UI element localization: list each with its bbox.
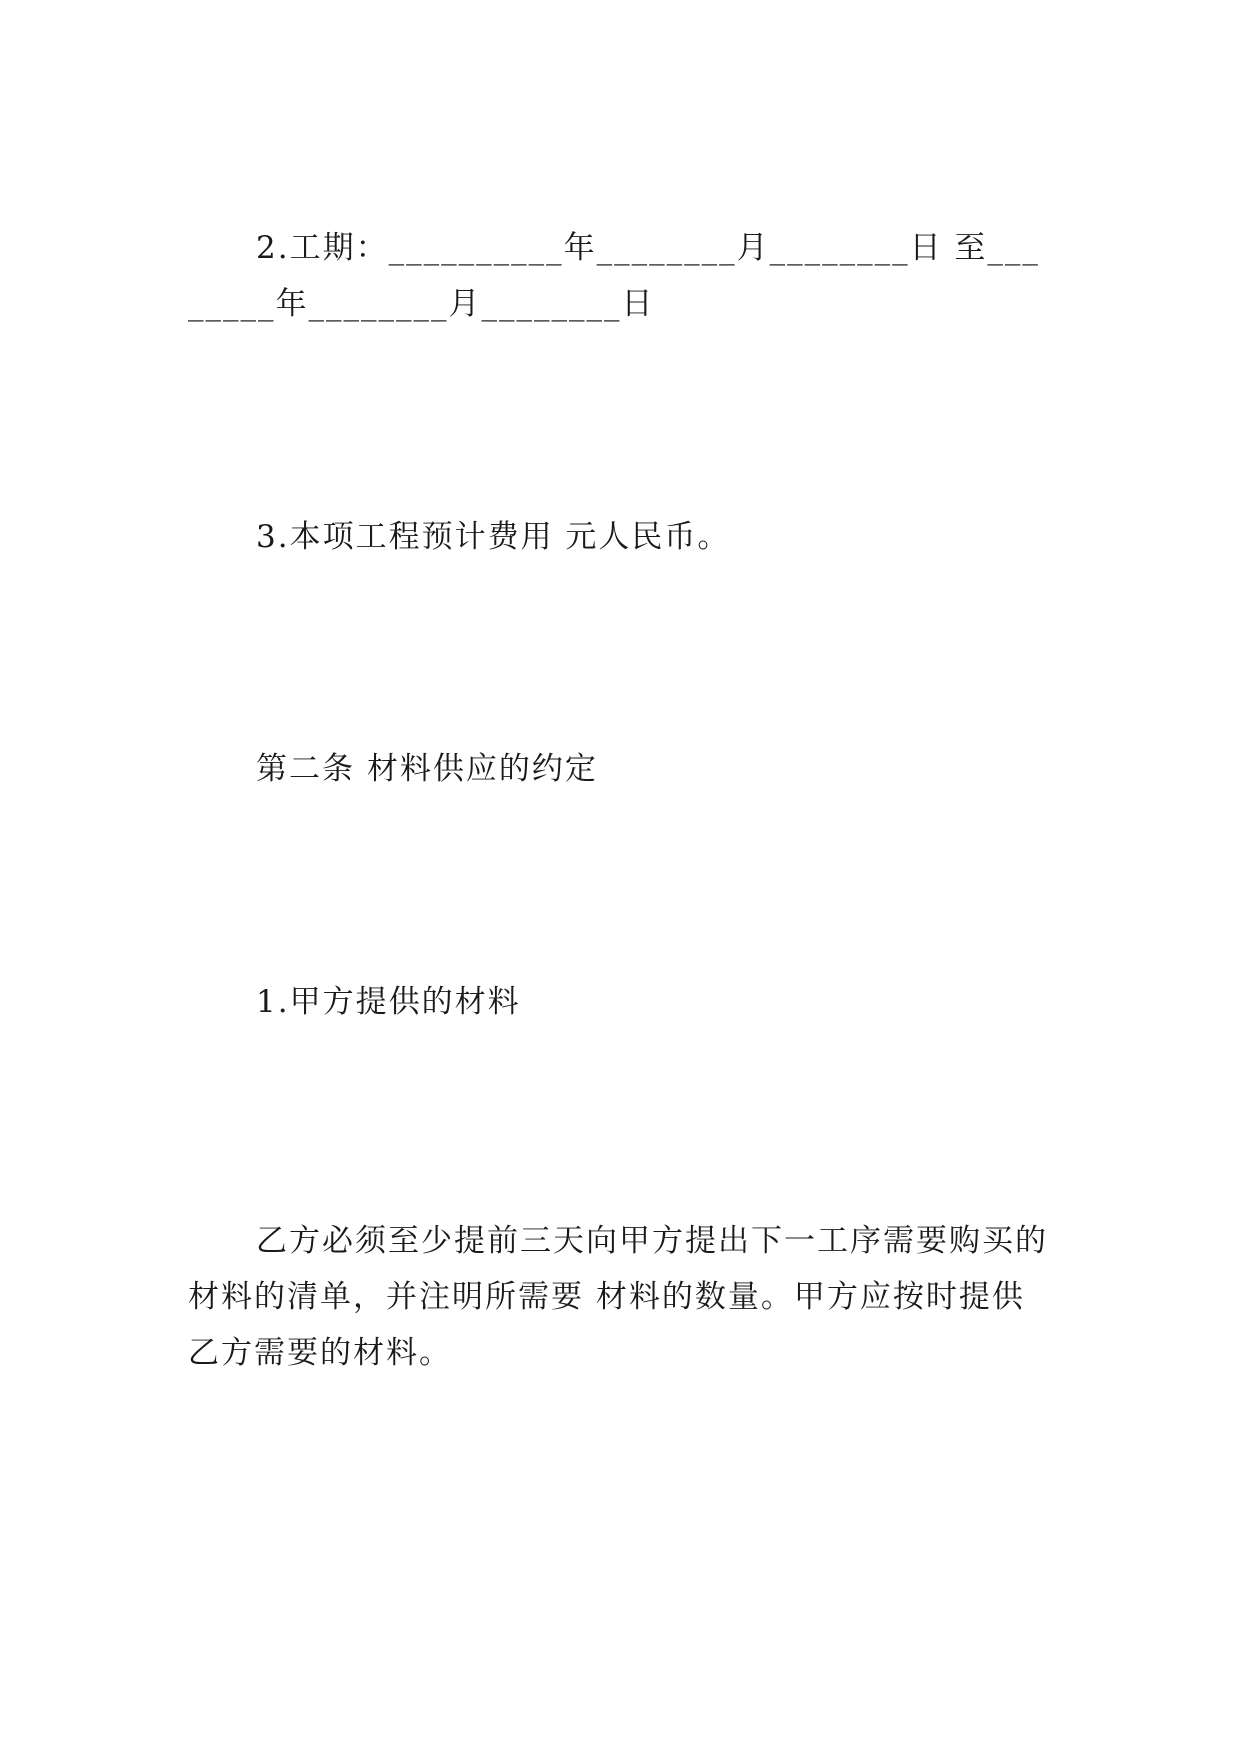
cost-clause: 3.本项工程预计费用 元人民币。 xyxy=(256,519,731,555)
obligation-paragraph: 乙方必须至少提前三天向甲方提出下一工序需要购买的材料的清单，并注明所需要 材料的数量。甲方应按时提供乙方需要的材料。 xyxy=(188,1223,1048,1371)
duration-clause: 2.工期：__________年________月________日 至________年________月________日 xyxy=(188,230,1040,322)
materials-subheading: 1.甲方提供的材料 xyxy=(256,984,521,1020)
article-heading: 第二条 材料供应的约定 xyxy=(256,751,598,787)
